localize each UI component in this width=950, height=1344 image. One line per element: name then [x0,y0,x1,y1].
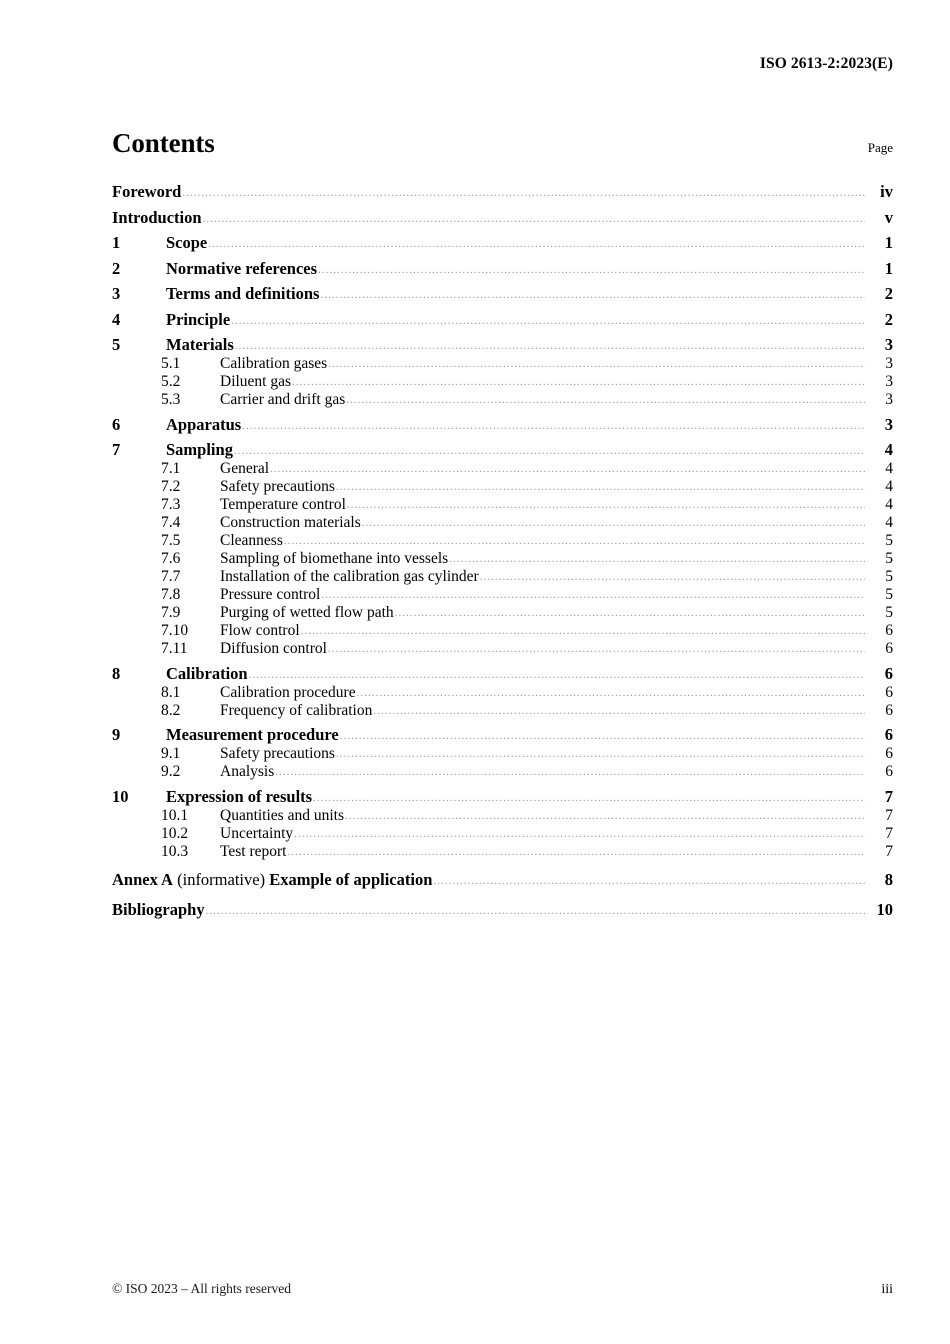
toc-entry-number: 2 [112,258,121,278]
toc-entry[interactable] [112,258,893,278]
toc-entry[interactable] [112,533,893,549]
toc-dot-leader [320,290,865,301]
toc-entry-label: Flow control [220,622,300,639]
toc-entry-label: Apparatus [166,414,242,434]
toc-entry-number: 7.10 [161,622,189,639]
toc-entry-label: Analysis [220,763,275,780]
toc-entry-number: 10.2 [161,824,189,842]
toc-entry-label: Calibration gases [220,355,328,372]
toc-entry-label: Sampling [166,440,233,459]
toc-entry-page-number: 6 [885,683,893,701]
toc-dot-leader [235,341,865,352]
toc-dot-leader [362,518,865,529]
toc-entry[interactable] [112,235,893,252]
toc-entry-page-number: 6 [885,622,893,639]
toc-entry-number: 7.2 [161,478,181,495]
document-footer [112,1281,893,1298]
toc-dot-leader [182,188,865,199]
table-of-contents [112,184,893,918]
toc-entry[interactable] [112,442,893,459]
toc-entry[interactable] [112,808,893,824]
toc-entry-number: 6 [112,414,121,434]
toc-entry-label [112,872,432,889]
toc-dot-leader [234,446,865,457]
toc-entry-label: Construction materials [220,514,361,531]
toc-entry-page-number: iv [880,182,893,201]
toc-entry-label: Purging of wetted flow path [220,604,394,621]
toc-entry-number: 7 [112,440,121,459]
toc-entry-page-number: 3 [885,391,893,408]
toc-dot-leader [242,421,865,432]
toc-entry[interactable] [112,337,893,354]
page-title: Contents [112,128,215,158]
toc-entry[interactable] [112,207,893,227]
toc-entry-label: Pressure control [220,586,321,603]
toc-entry[interactable] [112,461,893,477]
toc-entry[interactable] [112,497,893,513]
toc-entry-page-number: 1 [884,233,893,252]
toc-entry-page-number: 3 [884,414,893,434]
toc-dot-leader [328,359,865,370]
toc-entry-number: 7.11 [161,640,188,657]
toc-entry-page-number: 5 [885,550,893,567]
footer-copyright: © ISO 2023 – All rights reserved [112,1281,291,1296]
toc-entry-label: Sampling of biomethane into vessels [220,550,449,567]
toc-dot-leader [301,626,865,637]
toc-dot-leader [292,377,865,388]
toc-entry[interactable] [112,786,893,806]
toc-entry-page-number: 7 [885,806,893,824]
toc-dot-leader [208,239,865,250]
toc-entry-number: 1 [112,233,121,252]
toc-entry-label: Uncertainty [220,824,294,842]
toc-entry-number: 8.2 [161,701,181,719]
toc-dot-leader [249,670,865,681]
toc-entry-page-number: 2 [884,309,893,329]
toc-entry[interactable] [112,703,893,719]
toc-entry[interactable] [112,374,893,390]
toc-dot-leader [328,644,865,655]
toc-entry-label: Calibration [166,663,248,683]
toc-entry[interactable] [112,479,893,495]
toc-dot-leader [480,572,865,583]
toc-entry-page-number: 5 [885,568,893,585]
toc-entry-page-number: 5 [885,586,893,603]
toc-entry-number: 7.7 [161,568,181,585]
toc-entry-page-number: 6 [885,745,893,762]
toc-entry-label: Materials [166,335,234,354]
toc-entry[interactable] [112,356,893,372]
toc-entry-number: 7.6 [161,550,181,567]
toc-dot-leader [321,590,865,601]
toc-dot-leader [231,316,865,327]
toc-entry[interactable] [112,764,893,780]
toc-dot-leader [336,749,865,760]
toc-entry[interactable] [112,727,893,744]
toc-entry-number: 10.1 [161,806,189,824]
toc-entry-number: 9.2 [161,763,181,780]
toc-dot-leader [284,536,865,547]
toc-entry[interactable] [112,844,893,860]
toc-entry-page-number: 5 [885,604,893,621]
document-header-standard-ref: ISO 2613-2:2023(E) [759,55,893,72]
toc-entry-label: Bibliography [112,899,205,919]
toc-entry-page-number: 7 [885,842,893,860]
toc-dot-leader [340,731,865,742]
toc-entry-label: Safety precautions [220,478,335,495]
toc-entry-label: Test report [220,842,287,860]
toc-entry-page-number: 7 [884,786,893,806]
toc-entry-page-number: 7 [885,824,893,842]
toc-entry[interactable] [112,184,893,201]
toc-entry-label: Introduction [112,207,202,227]
toc-dot-leader [294,829,865,840]
toc-entry[interactable] [112,309,893,329]
toc-entry-page-number: 2 [884,284,893,303]
toc-entry-label: Normative references [166,258,318,278]
toc-dot-leader [433,876,865,887]
toc-entry-label: Safety precautions [220,745,335,762]
toc-entry[interactable] [112,746,893,762]
toc-dot-leader [275,767,865,778]
toc-entry[interactable] [112,587,893,603]
footer-page-number: iii [881,1282,893,1297]
toc-entry-number: 10.3 [161,842,189,860]
toc-entry-number: 5.3 [161,391,181,408]
toc-entry-number: 5.1 [161,355,181,372]
toc-entry-label: Expression of results [166,786,313,806]
toc-entry-number: 7.5 [161,532,181,549]
toc-entry-page-number: 3 [885,355,893,372]
toc-entry-number: 8.1 [161,683,181,701]
toc-entry[interactable] [112,551,893,567]
toc-dot-leader [288,847,866,858]
contents-title-row [112,128,893,159]
toc-entry-label: Quantities and units [220,806,344,824]
toc-dot-leader [206,906,865,917]
toc-entry-label: Foreword [112,182,182,201]
toc-entry[interactable] [112,685,893,701]
toc-entry-number: 10 [112,786,129,806]
toc-entry-page-number: 10 [876,899,893,919]
toc-entry-page-number: 4 [884,440,893,459]
toc-entry-page-number: 6 [885,763,893,780]
toc-entry[interactable] [112,605,893,621]
toc-entry[interactable] [112,392,893,408]
toc-dot-leader [357,688,865,699]
toc-dot-leader [336,482,865,493]
toc-entry-label: Measurement procedure [166,725,339,744]
toc-entry-label: Diffusion control [220,640,327,657]
toc-entry[interactable] [112,899,893,919]
toc-dot-leader [346,395,865,406]
toc-entry-page-number: 4 [885,460,893,477]
toc-entry[interactable] [112,826,893,842]
toc-entry-page-number: 1 [884,258,893,278]
toc-entry-page-number: 3 [885,373,893,390]
toc-entry-number: 7.9 [161,604,181,621]
toc-entry-number: 4 [112,309,121,329]
toc-entry[interactable] [112,623,893,639]
toc-entry-page-number: 4 [885,478,893,495]
toc-entry-label: Temperature control [220,496,346,513]
toc-entry-label: Installation of the calibration gas cylinder [220,568,479,585]
toc-entry-page-number: 6 [884,663,893,683]
toc-dot-leader [313,793,865,804]
toc-entry-page-number: 6 [884,725,893,744]
toc-entry-number: 5.2 [161,373,181,390]
toc-entry-number: 8 [112,663,121,683]
toc-entry-page-number: 3 [884,335,893,354]
page-column-header: Page [867,140,893,155]
toc-dot-leader [345,811,865,822]
toc-entry[interactable] [112,569,893,585]
toc-dot-leader [449,554,865,565]
toc-entry-label: Terms and definitions [166,284,320,303]
toc-entry[interactable] [112,663,893,683]
toc-entry-label: Diluent gas [220,373,292,390]
toc-entry-label-part: Annex A [112,870,173,889]
toc-entry-page-number: 4 [885,496,893,513]
toc-entry-label: Frequency of calibration [220,701,373,719]
toc-entry-number: 3 [112,284,121,303]
toc-entry[interactable] [112,515,893,531]
toc-entry-number: 9 [112,725,121,744]
toc-dot-leader [395,608,865,619]
toc-entry-number: 9.1 [161,745,181,762]
toc-entry-page-number: 4 [885,514,893,531]
toc-entry-label: Carrier and drift gas [220,391,346,408]
toc-entry[interactable] [112,641,893,657]
toc-dot-leader [203,214,865,225]
toc-entry-label: Principle [166,309,231,329]
toc-entry-page-number: 6 [885,701,893,719]
toc-entry-number: 7.4 [161,514,181,531]
toc-entry-label: Calibration procedure [220,683,356,701]
toc-entry-page-number: v [884,207,893,227]
toc-entry-page-number: 5 [885,532,893,549]
toc-entry-number: 7.1 [161,460,181,477]
toc-entry[interactable] [112,872,893,889]
toc-dot-leader [318,265,865,276]
toc-entry-number: 7.3 [161,496,181,513]
toc-dot-leader [270,464,865,475]
toc-entry-label: General [220,460,270,477]
toc-entry-label: Cleanness [220,532,283,549]
toc-dot-leader [347,500,865,511]
toc-entry-page-number: 6 [885,640,893,657]
toc-entry-label: Scope [166,233,208,252]
toc-entry-label-part: Example of application [269,870,433,889]
toc-entry-label-part: (informative) [172,870,270,889]
toc-entry[interactable] [112,414,893,434]
toc-entry-page-number: 8 [884,870,893,889]
toc-dot-leader [373,706,865,717]
toc-entry-number: 7.8 [161,586,181,603]
toc-entry[interactable] [112,286,893,303]
toc-entry-number: 5 [112,335,121,354]
